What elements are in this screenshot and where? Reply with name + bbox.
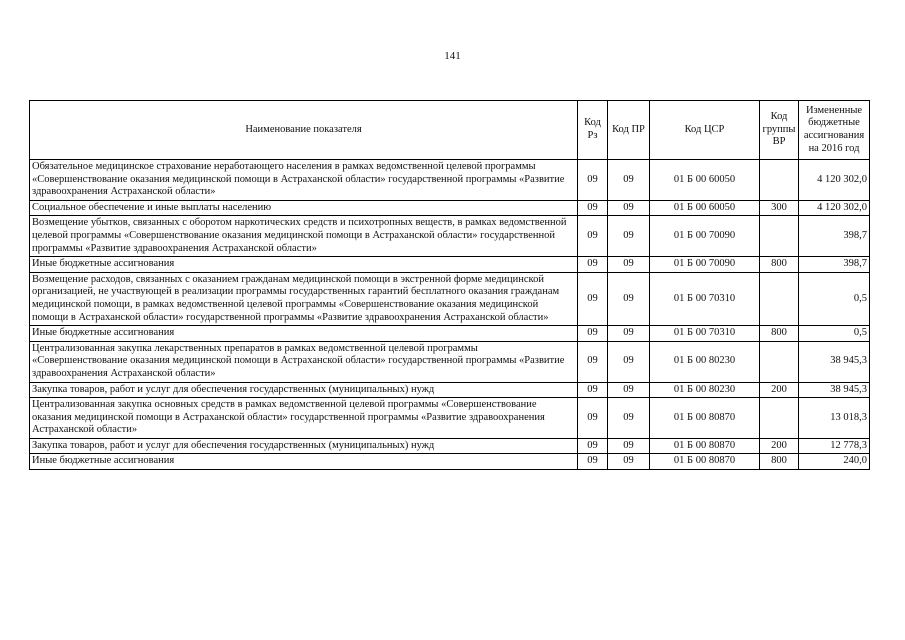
cell-pr: 09 xyxy=(608,272,650,325)
cell-rz: 09 xyxy=(578,257,608,273)
cell-rz: 09 xyxy=(578,398,608,439)
cell-amount: 4 120 302,0 xyxy=(799,160,870,201)
table-row xyxy=(30,326,870,342)
cell-rz: 09 xyxy=(578,160,608,201)
cell-amount: 398,7 xyxy=(799,257,870,273)
cell-pr: 09 xyxy=(608,454,650,470)
cell-name: Централизованная закупка основных средств в рамках ведомственной целевой программы «Совершенствование оказания медицинской помощи в Астраханской области» государственной программы «Развитие здравоохранения Астраханской области» xyxy=(30,398,578,439)
cell-vr: 800 xyxy=(760,454,799,470)
page-number: 141 xyxy=(444,50,461,62)
table-row xyxy=(30,200,870,216)
cell-name: Иные бюджетные ассигнования xyxy=(30,257,578,273)
cell-csr: 01 Б 00 80230 xyxy=(650,341,760,382)
table-row xyxy=(30,438,870,454)
cell-vr xyxy=(760,398,799,439)
table-row xyxy=(30,398,870,439)
cell-name: Иные бюджетные ассигнования xyxy=(30,326,578,342)
cell-pr: 09 xyxy=(608,160,650,201)
cell-pr: 09 xyxy=(608,216,650,257)
cell-csr: 01 Б 00 80870 xyxy=(650,438,760,454)
cell-csr: 01 Б 00 70310 xyxy=(650,272,760,325)
table-row xyxy=(30,160,870,201)
cell-vr xyxy=(760,272,799,325)
cell-rz: 09 xyxy=(578,454,608,470)
cell-pr: 09 xyxy=(608,398,650,439)
table-header-row xyxy=(30,101,870,160)
cell-rz: 09 xyxy=(578,382,608,398)
header-pr: Код ПР xyxy=(608,101,650,160)
cell-pr: 09 xyxy=(608,382,650,398)
cell-amount: 0,5 xyxy=(799,272,870,325)
header-rz: Код Рз xyxy=(578,101,608,160)
cell-name: Социальное обеспечение и иные выплаты населению xyxy=(30,200,578,216)
header-amount: Измененные бюджетные ассигнования на 2016 год xyxy=(799,101,870,160)
cell-csr: 01 Б 00 80230 xyxy=(650,382,760,398)
cell-vr xyxy=(760,341,799,382)
cell-vr xyxy=(760,160,799,201)
cell-amount: 38 945,3 xyxy=(799,341,870,382)
table-row xyxy=(30,454,870,470)
budget-table xyxy=(29,100,870,470)
cell-name: Возмещение расходов, связанных с оказанием гражданам медицинской помощи в экстренной форме медицинской организацией, не участвующей в реализации программы государственных гарантий бесплатного оказания гражданам медицинской помощи, в рамках ведомственной целевой программы «Совершенствование оказания медицинской помощи в Астраханской области» государственной программы «Развитие здравоохранения Астраханской области» xyxy=(30,272,578,325)
table-row xyxy=(30,216,870,257)
cell-vr: 300 xyxy=(760,200,799,216)
cell-vr xyxy=(760,216,799,257)
cell-csr: 01 Б 00 80870 xyxy=(650,398,760,439)
cell-amount: 240,0 xyxy=(799,454,870,470)
cell-csr: 01 Б 00 70310 xyxy=(650,326,760,342)
cell-amount: 4 120 302,0 xyxy=(799,200,870,216)
cell-rz: 09 xyxy=(578,200,608,216)
cell-csr: 01 Б 00 70090 xyxy=(650,216,760,257)
cell-csr: 01 Б 00 70090 xyxy=(650,257,760,273)
cell-vr: 200 xyxy=(760,382,799,398)
cell-amount: 398,7 xyxy=(799,216,870,257)
cell-name: Обязательное медицинское страхование неработающего населения в рамках ведомственной целевой программы «Совершенствование оказания медицинской помощи в Астраханской области» государственной программы «Развитие здравоохранения Астраханской области» xyxy=(30,160,578,201)
cell-csr: 01 Б 00 60050 xyxy=(650,200,760,216)
cell-name: Централизованная закупка лекарственных препаратов в рамках ведомственной целевой программы «Совершенствование оказания медицинской помощи в Астраханской области» государственной программы «Развитие здравоохранения Астраханской области» xyxy=(30,341,578,382)
cell-pr: 09 xyxy=(608,326,650,342)
cell-rz: 09 xyxy=(578,341,608,382)
cell-pr: 09 xyxy=(608,438,650,454)
table-row xyxy=(30,382,870,398)
cell-amount: 13 018,3 xyxy=(799,398,870,439)
cell-vr: 800 xyxy=(760,257,799,273)
cell-rz: 09 xyxy=(578,438,608,454)
cell-rz: 09 xyxy=(578,272,608,325)
cell-amount: 0,5 xyxy=(799,326,870,342)
cell-csr: 01 Б 00 60050 xyxy=(650,160,760,201)
cell-rz: 09 xyxy=(578,326,608,342)
cell-pr: 09 xyxy=(608,257,650,273)
table-row xyxy=(30,272,870,325)
header-name: Наименование показателя xyxy=(30,101,578,160)
table-row xyxy=(30,257,870,273)
cell-amount: 12 778,3 xyxy=(799,438,870,454)
table-row xyxy=(30,341,870,382)
header-csr: Код ЦСР xyxy=(650,101,760,160)
cell-amount: 38 945,3 xyxy=(799,382,870,398)
cell-pr: 09 xyxy=(608,341,650,382)
cell-vr: 800 xyxy=(760,326,799,342)
cell-name: Возмещение убытков, связанных с оборотом наркотических средств и психотропных веществ, в рамках ведомственной целевой программы «Совершенствование оказания медицинской помощи в Астраханской области» государственной программы «Развитие здравоохранения Астраханской области» xyxy=(30,216,578,257)
header-vr: Код группы ВР xyxy=(760,101,799,160)
cell-name: Закупка товаров, работ и услуг для обеспечения государственных (муниципальных) нужд xyxy=(30,438,578,454)
cell-csr: 01 Б 00 80870 xyxy=(650,454,760,470)
cell-rz: 09 xyxy=(578,216,608,257)
cell-name: Иные бюджетные ассигнования xyxy=(30,454,578,470)
cell-vr: 200 xyxy=(760,438,799,454)
cell-name: Закупка товаров, работ и услуг для обеспечения государственных (муниципальных) нужд xyxy=(30,382,578,398)
cell-pr: 09 xyxy=(608,200,650,216)
